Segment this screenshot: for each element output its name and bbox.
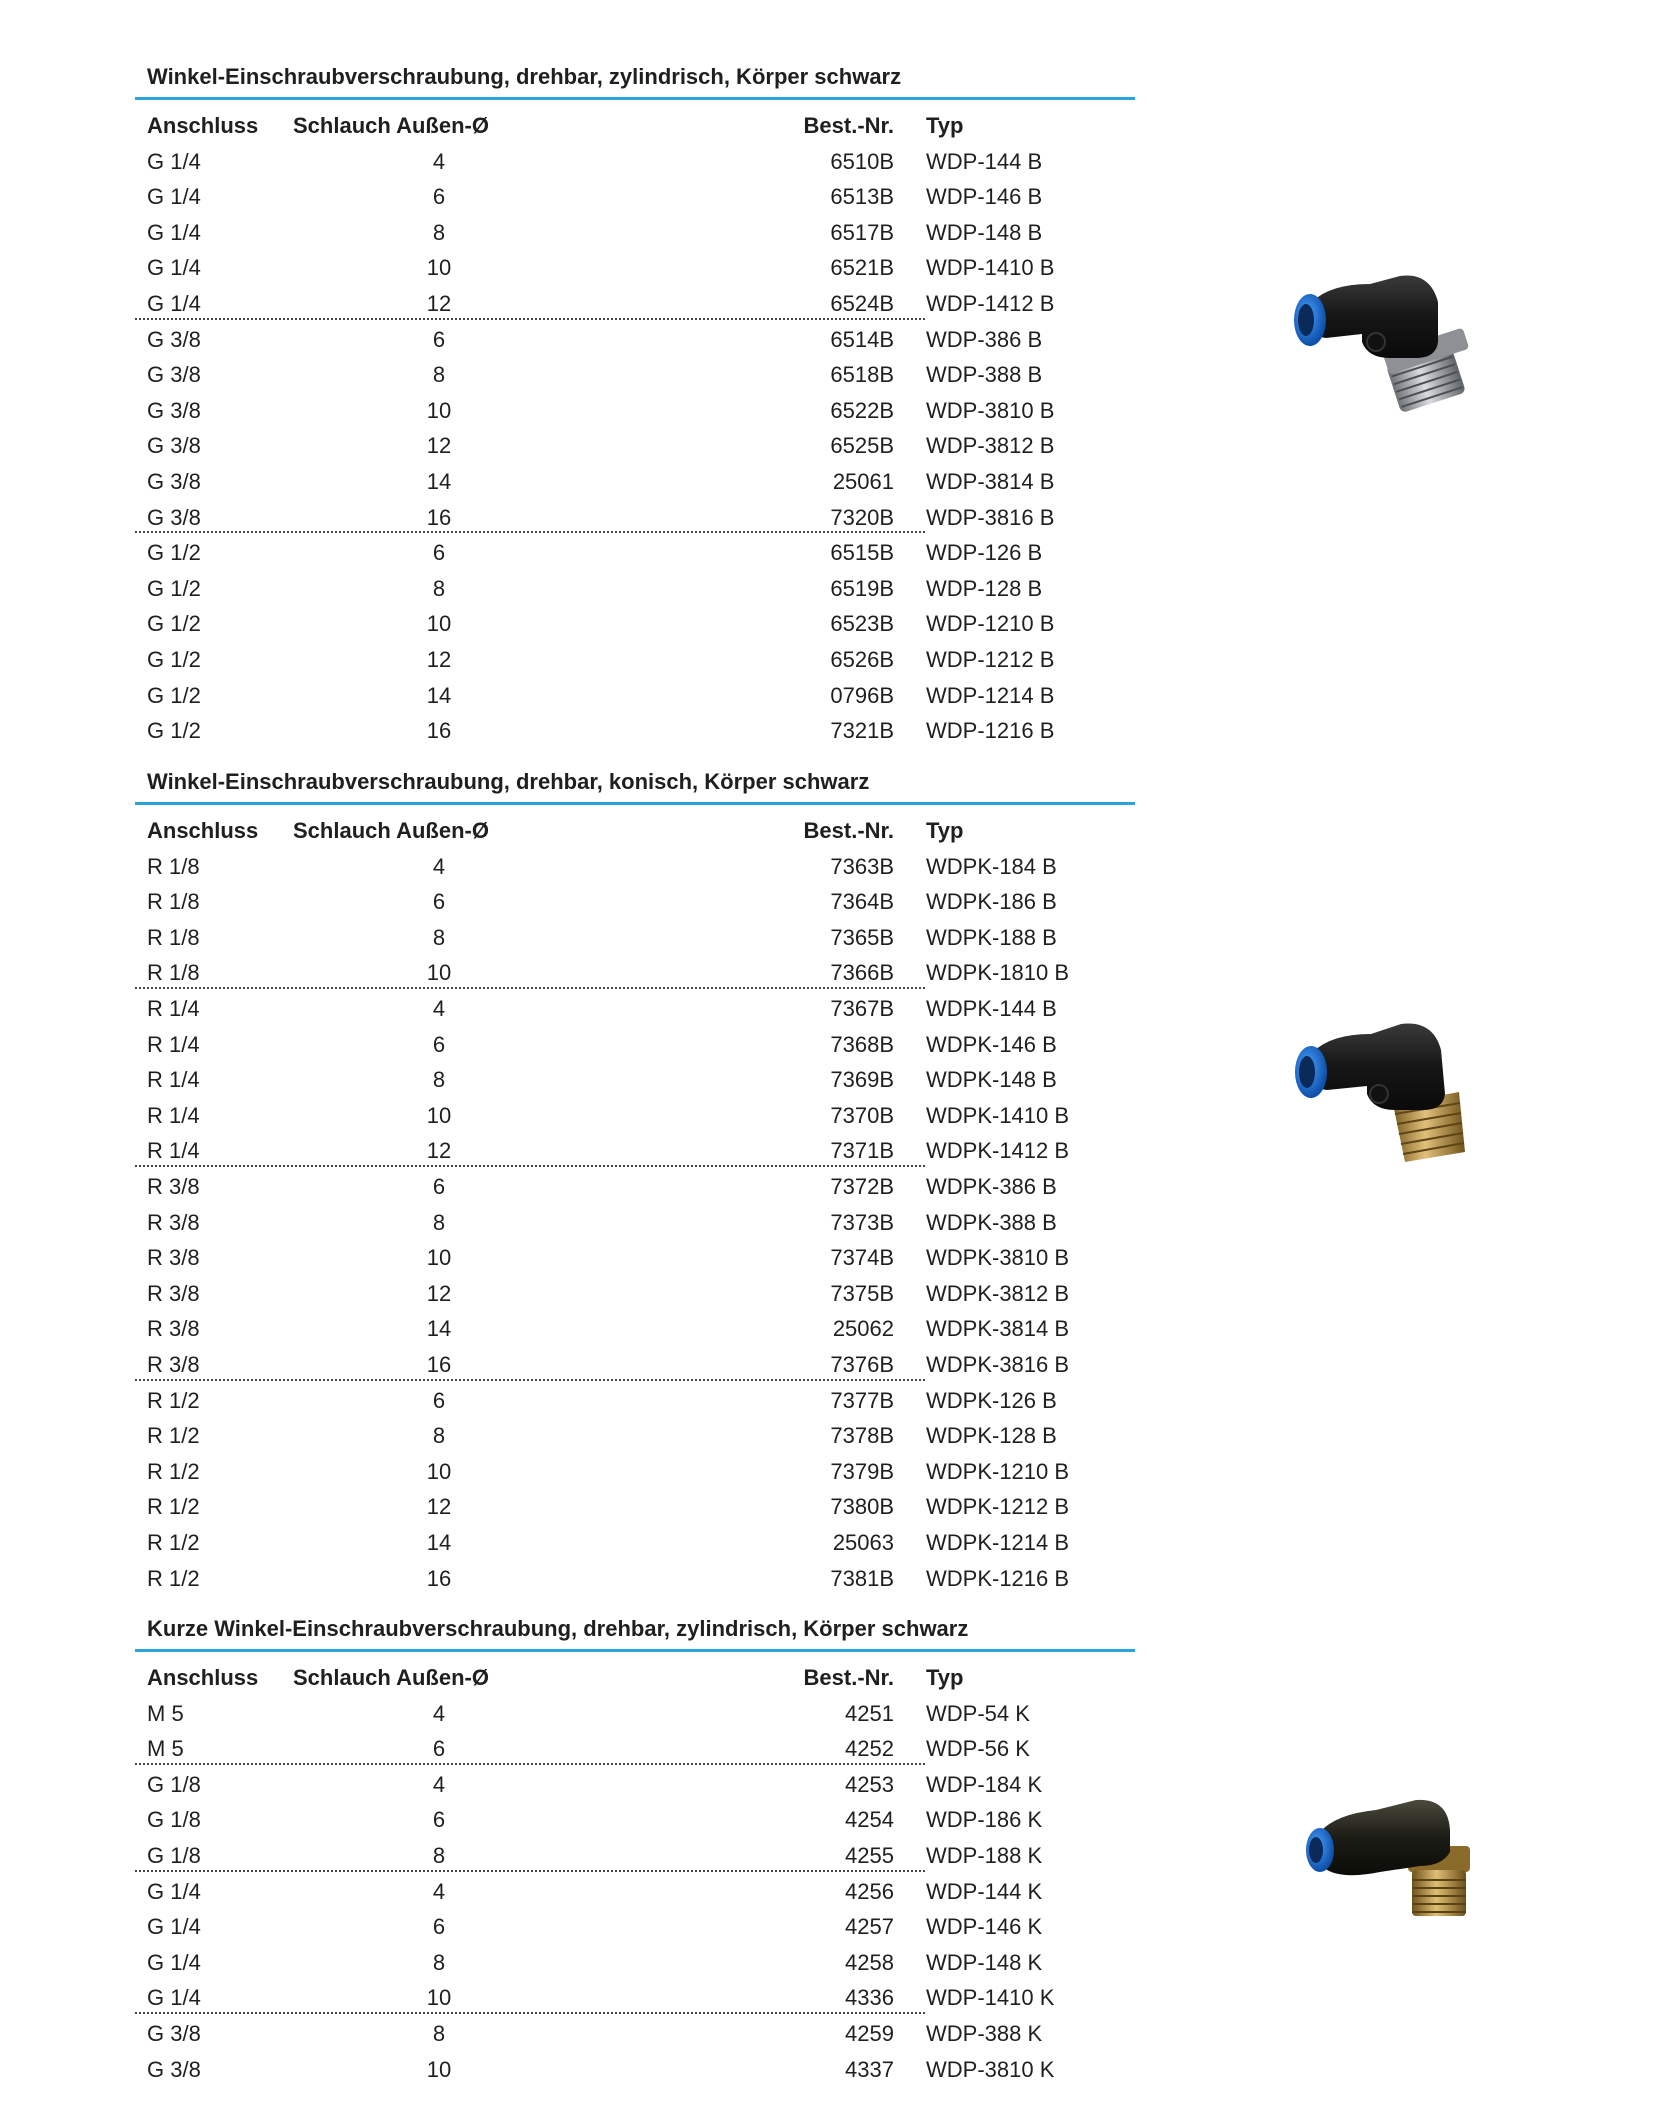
- cell-connection: G 1/2: [147, 682, 201, 708]
- cell-type: WDPK-184 B: [926, 853, 1057, 879]
- table-row: [135, 143, 1043, 179]
- cell-connection: R 1/2: [147, 1458, 200, 1484]
- table-row: [135, 1346, 1070, 1382]
- cell-type: WDPK-388 B: [926, 1209, 1057, 1235]
- table-row: [135, 1560, 1070, 1596]
- cell-type: WDP-148 K: [926, 1949, 1043, 1975]
- cell-hose: 12: [426, 1138, 452, 1164]
- cell-hose: 10: [426, 1245, 452, 1271]
- table-row: [135, 285, 1055, 321]
- cell-connection: R 1/4: [147, 996, 200, 1021]
- cell-type: WDPK-386 B: [926, 1174, 1057, 1199]
- cell-order-no: 7372B: [830, 1174, 894, 1199]
- table-row: [135, 321, 1043, 357]
- header-hose: Schlauch Außen-Ø: [293, 818, 489, 843]
- cell-order-no: 7367B: [830, 996, 894, 1021]
- cell-connection: G 3/8: [147, 469, 201, 494]
- cell-connection: G 1/4: [147, 1949, 201, 1975]
- cell-order-no: 4337: [845, 2056, 894, 2082]
- cell-order-no: 25062: [832, 1316, 894, 1342]
- table-row: [135, 392, 1055, 428]
- cell-connection: G 1/8: [147, 1843, 201, 1868]
- cell-hose: 8: [432, 2021, 446, 2046]
- cell-type: WDPK-186 B: [926, 889, 1057, 915]
- cell-hose: 16: [426, 1352, 452, 1377]
- cell-order-no: 7368B: [830, 1031, 894, 1057]
- table-header-row: [135, 812, 964, 848]
- table-row: [135, 990, 1057, 1026]
- cell-hose: 10: [426, 255, 452, 281]
- cell-connection: G 1/4: [147, 184, 201, 210]
- header-hose: Schlauch Außen-Ø: [293, 113, 489, 138]
- table-row: [135, 356, 1043, 392]
- cell-order-no: 25063: [832, 1530, 894, 1555]
- cell-connection: G 1/4: [147, 1914, 201, 1940]
- cell-hose: 14: [426, 469, 452, 494]
- cell-connection: G 1/4: [147, 255, 201, 281]
- table-row: [135, 1488, 1070, 1524]
- cell-connection: G 1/4: [147, 1985, 201, 2011]
- table-row: [135, 1766, 1043, 1802]
- cell-hose: 12: [426, 647, 452, 672]
- cell-type: WDP-144 K: [926, 1878, 1043, 1904]
- table-row: [135, 1204, 1057, 1240]
- section-title: Winkel-Einschraubverschraubung, drehbar, zylindrisch, Körper schwarz: [147, 64, 902, 89]
- table-row: [135, 1132, 1070, 1168]
- cell-type: WDPK-128 B: [926, 1423, 1057, 1449]
- section-title: Kurze Winkel-Einschraubverschraubung, drehbar, zylindrisch, Körper schwarz: [147, 1616, 969, 1641]
- cell-connection: R 1/4: [147, 1031, 200, 1057]
- cell-order-no: 6521B: [830, 255, 894, 281]
- cell-order-no: 7363B: [830, 853, 894, 879]
- cell-type: WDP-184 K: [926, 1771, 1043, 1797]
- table-header-row: [135, 107, 964, 143]
- cell-order-no: 4251: [845, 1700, 894, 1726]
- cell-type: WDPK-148 B: [926, 1067, 1057, 1093]
- cell-hose: 12: [426, 1280, 452, 1306]
- section-divider: [135, 97, 1135, 100]
- cell-order-no: 6514B: [830, 326, 894, 352]
- table-row: [135, 1417, 1057, 1453]
- table-row: [135, 1695, 1030, 1731]
- table-row: [135, 534, 1043, 570]
- header-type: Typ: [926, 113, 964, 138]
- cell-order-no: 4252: [845, 1736, 894, 1762]
- cell-hose: 6: [432, 1807, 446, 1833]
- cell-order-no: 6522B: [830, 397, 894, 423]
- table-row: [135, 570, 1043, 606]
- cell-connection: G 1/2: [147, 611, 201, 637]
- cell-connection: G 3/8: [147, 397, 201, 423]
- cell-order-no: 6518B: [830, 362, 894, 388]
- table-row: [135, 848, 1057, 884]
- table-row: [135, 1979, 1055, 2015]
- cell-type: WDP-128 B: [926, 575, 1043, 601]
- cell-order-no: 7374B: [830, 1245, 894, 1271]
- header-connection: Anschluss: [147, 1665, 259, 1690]
- cell-hose: 10: [426, 397, 452, 423]
- cell-hose: 4: [432, 996, 446, 1021]
- table-row: [135, 883, 1057, 919]
- cell-type: WDP-3816 B: [926, 504, 1055, 530]
- table-row: [135, 641, 1055, 677]
- cell-connection: G 3/8: [147, 362, 201, 388]
- cell-type: WDPK-1412 B: [926, 1138, 1070, 1164]
- cell-connection: R 1/8: [147, 924, 200, 950]
- header-order-no: Best.-Nr.: [803, 113, 894, 138]
- cell-hose: 10: [426, 1985, 452, 2011]
- cell-order-no: 7371B: [830, 1138, 894, 1164]
- cell-connection: R 3/8: [147, 1209, 200, 1235]
- cell-type: WDPK-1216 B: [926, 1565, 1070, 1591]
- cell-type: WDP-126 B: [926, 540, 1043, 566]
- cell-hose: 6: [432, 889, 446, 915]
- table-row: [135, 1801, 1043, 1837]
- cell-connection: R 3/8: [147, 1280, 200, 1306]
- cell-type: WDP-1216 B: [926, 718, 1055, 744]
- cell-order-no: 4255: [845, 1843, 894, 1868]
- short-elbow-fitting-image: [1280, 1780, 1500, 1940]
- cell-hose: 8: [432, 1949, 446, 1975]
- cell-type: WDPK-1214 B: [926, 1530, 1070, 1555]
- cell-type: WDP-1212 B: [926, 647, 1055, 672]
- cell-hose: 4: [432, 1878, 446, 1904]
- cell-order-no: 7380B: [830, 1494, 894, 1520]
- table-row: [135, 214, 1043, 250]
- cell-order-no: 6517B: [830, 219, 894, 245]
- cell-hose: 10: [426, 1102, 452, 1128]
- cell-connection: G 1/4: [147, 291, 201, 316]
- cell-connection: R 1/2: [147, 1565, 200, 1591]
- cell-order-no: 7375B: [830, 1280, 894, 1306]
- table-row: [135, 712, 1055, 748]
- cell-hose: 14: [426, 1530, 452, 1555]
- cell-order-no: 4254: [845, 1807, 894, 1833]
- cell-type: WDP-1410 B: [926, 255, 1055, 281]
- cell-connection: M 5: [147, 1736, 184, 1762]
- cell-order-no: 7369B: [830, 1067, 894, 1093]
- elbow-fitting-nickel-image: [1270, 262, 1490, 422]
- cell-order-no: 6515B: [830, 540, 894, 566]
- table-row: [135, 1097, 1070, 1133]
- table-row: [135, 1310, 1070, 1346]
- cell-hose: 6: [432, 540, 446, 566]
- table-row: [135, 463, 1055, 499]
- cell-hose: 4: [432, 148, 446, 174]
- cell-order-no: 7379B: [830, 1458, 894, 1484]
- cell-type: WDP-1412 B: [926, 291, 1055, 316]
- table-row: [135, 677, 1055, 713]
- cell-connection: G 1/2: [147, 575, 201, 601]
- cell-hose: 8: [432, 575, 446, 601]
- cell-connection: R 1/2: [147, 1530, 200, 1555]
- cell-connection: R 1/4: [147, 1102, 200, 1128]
- table-row: [135, 499, 1055, 535]
- cell-order-no: 6510B: [830, 148, 894, 174]
- header-order-no: Best.-Nr.: [803, 818, 894, 843]
- cell-order-no: 7366B: [830, 960, 894, 986]
- cell-order-no: 7381B: [830, 1565, 894, 1591]
- cell-order-no: 4256: [845, 1878, 894, 1904]
- cell-hose: 6: [432, 1387, 446, 1413]
- header-type: Typ: [926, 1665, 964, 1690]
- cell-connection: R 1/8: [147, 960, 200, 986]
- section-divider: [135, 802, 1135, 805]
- cell-order-no: 6519B: [830, 575, 894, 601]
- table-row: [135, 605, 1055, 641]
- cell-connection: R 1/8: [147, 853, 200, 879]
- cell-hose: 12: [426, 433, 452, 459]
- header-order-no: Best.-Nr.: [803, 1665, 894, 1690]
- cell-connection: G 1/8: [147, 1807, 201, 1833]
- cell-order-no: 25061: [832, 469, 894, 494]
- table-row: [135, 1524, 1070, 1560]
- cell-order-no: 4257: [845, 1914, 894, 1940]
- section-divider: [135, 1649, 1135, 1652]
- table-row: [135, 1837, 1043, 1873]
- cell-type: WDP-146 B: [926, 184, 1043, 210]
- cell-connection: R 1/8: [147, 889, 200, 915]
- cell-type: WDP-3810 B: [926, 397, 1055, 423]
- header-connection: Anschluss: [147, 113, 259, 138]
- cell-order-no: 7378B: [830, 1423, 894, 1449]
- cell-connection: R 3/8: [147, 1352, 200, 1377]
- cell-hose: 6: [432, 1031, 446, 1057]
- cell-type: WDP-144 B: [926, 148, 1043, 174]
- cell-order-no: 6526B: [830, 647, 894, 672]
- cell-connection: G 1/4: [147, 148, 201, 174]
- cell-connection: G 1/8: [147, 1771, 201, 1797]
- cell-type: WDP-54 K: [926, 1700, 1030, 1726]
- table-row: [135, 1239, 1070, 1275]
- cell-hose: 8: [432, 1423, 446, 1449]
- cell-type: WDP-1210 B: [926, 611, 1055, 637]
- cell-hose: 8: [432, 219, 446, 245]
- table-row: [135, 2015, 1043, 2051]
- cell-order-no: 6523B: [830, 611, 894, 637]
- cell-connection: G 3/8: [147, 2056, 201, 2082]
- cell-connection: G 1/2: [147, 718, 201, 744]
- cell-type: WDPK-1210 B: [926, 1458, 1070, 1484]
- table-row: [135, 1453, 1070, 1489]
- cell-hose: 6: [432, 326, 446, 352]
- cell-hose: 4: [432, 853, 446, 879]
- cell-type: WDP-3814 B: [926, 469, 1055, 494]
- cell-order-no: 7370B: [830, 1102, 894, 1128]
- cell-hose: 10: [426, 1458, 452, 1484]
- cell-type: WDP-388 K: [926, 2021, 1043, 2046]
- cell-type: WDPK-3816 B: [926, 1352, 1070, 1377]
- cell-type: WDP-188 K: [926, 1843, 1043, 1868]
- cell-hose: 8: [432, 362, 446, 388]
- cell-order-no: 7376B: [830, 1352, 894, 1377]
- cell-order-no: 7365B: [830, 924, 894, 950]
- table-row: [135, 1908, 1043, 1944]
- cell-connection: R 1/4: [147, 1067, 200, 1093]
- cell-type: WDPK-1410 B: [926, 1102, 1070, 1128]
- cell-type: WDP-1214 B: [926, 682, 1055, 708]
- cell-hose: 6: [432, 184, 446, 210]
- table-row: [135, 954, 1070, 990]
- cell-order-no: 7377B: [830, 1387, 894, 1413]
- table-row: [135, 1873, 1043, 1909]
- cell-hose: 8: [432, 1209, 446, 1235]
- cell-order-no: 7321B: [830, 718, 894, 744]
- cell-hose: 8: [432, 1067, 446, 1093]
- table-row: [135, 1730, 1030, 1766]
- cell-type: WDP-3812 B: [926, 433, 1055, 459]
- cell-connection: R 1/2: [147, 1423, 200, 1449]
- table-row: [135, 1275, 1070, 1311]
- cell-connection: R 3/8: [147, 1245, 200, 1271]
- cell-connection: G 3/8: [147, 326, 201, 352]
- cell-type: WDP-3810 K: [926, 2056, 1055, 2082]
- header-type: Typ: [926, 818, 964, 843]
- cell-type: WDP-1410 K: [926, 1985, 1055, 2011]
- cell-connection: R 3/8: [147, 1316, 200, 1342]
- cell-type: WDP-56 K: [926, 1736, 1030, 1762]
- cell-hose: 16: [426, 1565, 452, 1591]
- table-header-row: [135, 1659, 964, 1695]
- table-row: [135, 1168, 1057, 1204]
- cell-hose: 14: [426, 1316, 452, 1342]
- cell-type: WDPK-1810 B: [926, 960, 1070, 986]
- cell-connection: G 3/8: [147, 2021, 201, 2046]
- cell-type: WDPK-3814 B: [926, 1316, 1070, 1342]
- table-row: [135, 919, 1057, 955]
- cell-hose: 10: [426, 2056, 452, 2082]
- cell-type: WDPK-188 B: [926, 924, 1057, 950]
- cell-type: WDP-186 K: [926, 1807, 1043, 1833]
- table-row: [135, 1026, 1057, 1062]
- cell-type: WDPK-3810 B: [926, 1245, 1070, 1271]
- table-row: [135, 1061, 1057, 1097]
- elbow-fitting-brass-image: [1275, 1012, 1495, 1172]
- table-row: [135, 427, 1055, 463]
- cell-hose: 14: [426, 682, 452, 708]
- cell-type: WDP-388 B: [926, 362, 1043, 388]
- header-connection: Anschluss: [147, 818, 259, 843]
- cell-connection: G 3/8: [147, 433, 201, 459]
- table-row: [135, 178, 1043, 214]
- cell-hose: 6: [432, 1174, 446, 1199]
- cell-hose: 10: [426, 960, 452, 986]
- table-row: [135, 1382, 1057, 1418]
- cell-connection: G 3/8: [147, 504, 201, 530]
- cell-type: WDPK-3812 B: [926, 1280, 1070, 1306]
- cell-hose: 10: [426, 611, 452, 637]
- cell-hose: 12: [426, 1494, 452, 1520]
- cell-order-no: 4253: [845, 1771, 894, 1797]
- cell-type: WDP-148 B: [926, 219, 1043, 245]
- cell-order-no: 7320B: [830, 504, 894, 530]
- cell-connection: R 1/2: [147, 1494, 200, 1520]
- cell-hose: 16: [426, 504, 452, 530]
- cell-type: WDP-146 K: [926, 1914, 1043, 1940]
- cell-hose: 4: [432, 1700, 446, 1726]
- cell-hose: 6: [432, 1914, 446, 1940]
- cell-hose: 8: [432, 924, 446, 950]
- cell-hose: 8: [432, 1843, 446, 1868]
- cell-connection: G 1/4: [147, 219, 201, 245]
- cell-order-no: 4259: [845, 2021, 894, 2046]
- cell-hose: 4: [432, 1771, 446, 1797]
- table-row: [135, 1944, 1043, 1980]
- cell-type: WDPK-126 B: [926, 1387, 1057, 1413]
- cell-connection: R 1/2: [147, 1387, 200, 1413]
- cell-connection: R 3/8: [147, 1174, 200, 1199]
- cell-order-no: 6513B: [830, 184, 894, 210]
- cell-type: WDPK-144 B: [926, 996, 1057, 1021]
- cell-order-no: 4336: [845, 1985, 894, 2011]
- cell-order-no: 6525B: [830, 433, 894, 459]
- cell-type: WDP-386 B: [926, 326, 1043, 352]
- cell-order-no: 7364B: [830, 889, 894, 915]
- table-row: [135, 249, 1055, 285]
- cell-order-no: 0796B: [830, 682, 894, 708]
- cell-connection: G 1/2: [147, 647, 201, 672]
- cell-type: WDPK-1212 B: [926, 1494, 1070, 1520]
- cell-connection: G 1/4: [147, 1878, 201, 1904]
- cell-order-no: 6524B: [830, 291, 894, 316]
- cell-type: WDPK-146 B: [926, 1031, 1057, 1057]
- cell-connection: M 5: [147, 1700, 184, 1726]
- header-hose: Schlauch Außen-Ø: [293, 1665, 489, 1690]
- cell-hose: 12: [426, 291, 452, 316]
- section-title: Winkel-Einschraubverschraubung, drehbar, konisch, Körper schwarz: [147, 769, 870, 794]
- cell-connection: R 1/4: [147, 1138, 200, 1164]
- cell-hose: 6: [432, 1736, 446, 1762]
- cell-connection: G 1/2: [147, 540, 201, 566]
- table-row: [135, 2051, 1055, 2087]
- cell-order-no: 7373B: [830, 1209, 894, 1235]
- cell-hose: 16: [426, 718, 452, 744]
- cell-order-no: 4258: [845, 1949, 894, 1975]
